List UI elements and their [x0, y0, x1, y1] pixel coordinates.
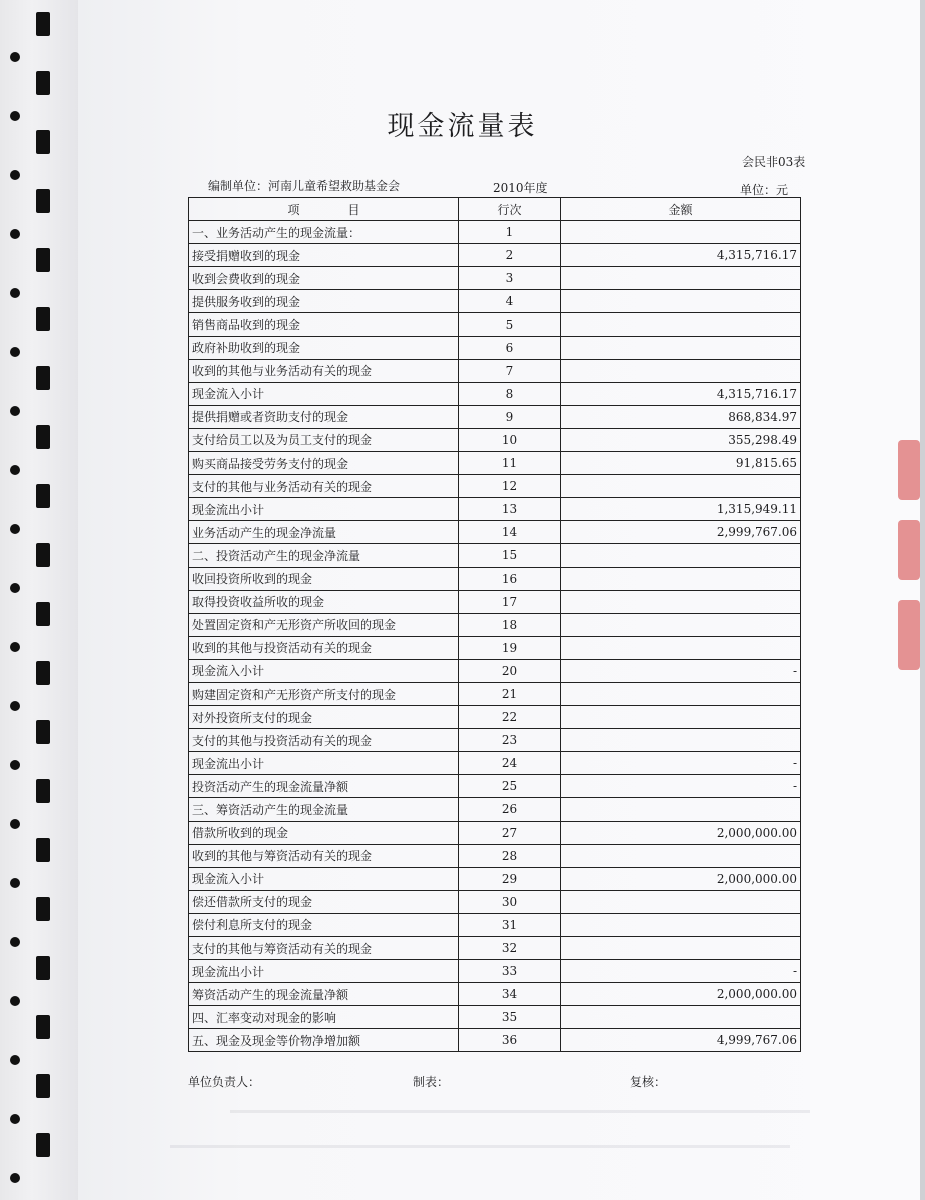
table-row: [189, 682, 801, 705]
amount-cell: [561, 636, 801, 659]
amount-cell: 355,298.49: [561, 428, 801, 451]
table-row: [189, 267, 801, 290]
amount-cell: 2,999,767.06: [561, 521, 801, 544]
binder-ring: [36, 602, 50, 626]
binder-hole: [10, 583, 20, 593]
item-cell: 政府补助收到的现金: [189, 336, 459, 359]
line-cell: 3: [459, 267, 561, 290]
item-cell: 购建固定资和产无形资产所支付的现金: [189, 682, 459, 705]
table-row: [189, 729, 801, 752]
item-cell: 销售商品收到的现金: [189, 313, 459, 336]
line-cell: 29: [459, 867, 561, 890]
amount-cell: 2,000,000.00: [561, 867, 801, 890]
line-cell: 9: [459, 405, 561, 428]
amount-cell: [561, 336, 801, 359]
amount-cell: [561, 798, 801, 821]
table-row: [189, 244, 801, 267]
table-header-row: [189, 198, 801, 221]
binder-ring: [36, 248, 50, 272]
item-cell: 借款所收到的现金: [189, 821, 459, 844]
item-cell: 现金流出小计: [189, 498, 459, 521]
table-row: [189, 382, 801, 405]
line-cell: 12: [459, 475, 561, 498]
line-cell: 15: [459, 544, 561, 567]
footer-preparer: 制表：: [413, 1075, 450, 1089]
column-header-item: 项 目: [189, 198, 459, 221]
table-row: [189, 290, 801, 313]
binder-ring: [36, 71, 50, 95]
item-cell: 购买商品接受劳务支付的现金: [189, 452, 459, 475]
amount-cell: [561, 359, 801, 382]
line-cell: 11: [459, 452, 561, 475]
table-row: [189, 475, 801, 498]
amount-cell: -: [561, 775, 801, 798]
binder-hole: [10, 288, 20, 298]
amount-cell: 4,315,716.17: [561, 244, 801, 267]
line-cell: 7: [459, 359, 561, 382]
table-row: [189, 405, 801, 428]
line-cell: 10: [459, 428, 561, 451]
amount-cell: 868,834.97: [561, 405, 801, 428]
binder-hole: [10, 1055, 20, 1065]
amount-cell: [561, 290, 801, 313]
binder-ring: [36, 1015, 50, 1039]
item-cell: 收回投资所收到的现金: [189, 567, 459, 590]
line-cell: 31: [459, 913, 561, 936]
binder-ring: [36, 543, 50, 567]
item-cell: 三、筹资活动产生的现金流量: [189, 798, 459, 821]
item-cell: 现金流入小计: [189, 867, 459, 890]
table-row: [189, 428, 801, 451]
amount-cell: [561, 913, 801, 936]
item-cell: 对外投资所支付的现金: [189, 706, 459, 729]
item-cell: 提供服务收到的现金: [189, 290, 459, 313]
red-stamp-fragment: [898, 440, 920, 500]
line-cell: 34: [459, 983, 561, 1006]
line-cell: 24: [459, 752, 561, 775]
line-cell: 32: [459, 937, 561, 960]
line-cell: 5: [459, 313, 561, 336]
line-cell: 13: [459, 498, 561, 521]
amount-cell: [561, 937, 801, 960]
item-cell: 现金流出小计: [189, 752, 459, 775]
binder-hole: [10, 347, 20, 357]
binder-hole: [10, 701, 20, 711]
table-row: [189, 913, 801, 936]
binder-ring: [36, 1133, 50, 1157]
binder-hole: [10, 996, 20, 1006]
table-row: [189, 221, 801, 244]
table-row: [189, 636, 801, 659]
unit-label: 单位：元: [740, 183, 789, 197]
amount-cell: [561, 682, 801, 705]
table-row: [189, 544, 801, 567]
table-row: [189, 336, 801, 359]
line-cell: 23: [459, 729, 561, 752]
table-row: [189, 567, 801, 590]
amount-cell: 1,315,949.11: [561, 498, 801, 521]
amount-cell: 2,000,000.00: [561, 983, 801, 1006]
table-row: [189, 359, 801, 382]
binder-hole: [10, 524, 20, 534]
table-row: [189, 452, 801, 475]
amount-cell: 4,999,767.06: [561, 1029, 801, 1052]
table-row: [189, 521, 801, 544]
binder-hole: [10, 1114, 20, 1124]
item-cell: 现金流入小计: [189, 659, 459, 682]
line-cell: 16: [459, 567, 561, 590]
line-cell: 4: [459, 290, 561, 313]
binder-hole: [10, 52, 20, 62]
item-cell: 现金流入小计: [189, 382, 459, 405]
red-stamp-fragment: [898, 600, 920, 670]
item-cell: 支付的其他与投资活动有关的现金: [189, 729, 459, 752]
table-row: [189, 498, 801, 521]
amount-cell: 91,815.65: [561, 452, 801, 475]
table-row: [189, 313, 801, 336]
line-cell: 8: [459, 382, 561, 405]
binder-hole: [10, 406, 20, 416]
table-row: [189, 983, 801, 1006]
table-row: [189, 659, 801, 682]
binder-ring: [36, 366, 50, 390]
binder-ring: [36, 956, 50, 980]
line-cell: 18: [459, 613, 561, 636]
line-cell: 27: [459, 821, 561, 844]
item-cell: 投资活动产生的现金流量净额: [189, 775, 459, 798]
line-cell: 30: [459, 890, 561, 913]
table-row: [189, 890, 801, 913]
table-row: [189, 706, 801, 729]
item-cell: 五、现金及现金等价物净增加额: [189, 1029, 459, 1052]
report-year: 2010年度: [493, 181, 548, 195]
line-cell: 25: [459, 775, 561, 798]
binder-ring: [36, 484, 50, 508]
table-row: [189, 798, 801, 821]
line-cell: 20: [459, 659, 561, 682]
binder-hole: [10, 819, 20, 829]
item-cell: 收到的其他与业务活动有关的现金: [189, 359, 459, 382]
item-cell: 筹资活动产生的现金流量净额: [189, 983, 459, 1006]
amount-cell: [561, 729, 801, 752]
binder-ring: [36, 12, 50, 36]
line-cell: 17: [459, 590, 561, 613]
form-code: 会民非03表: [742, 155, 806, 169]
item-cell: 收到的其他与投资活动有关的现金: [189, 636, 459, 659]
line-cell: 22: [459, 706, 561, 729]
item-cell: 处置固定资和产无形资产所收回的现金: [189, 613, 459, 636]
table-row: [189, 613, 801, 636]
item-cell: 收到的其他与筹资活动有关的现金: [189, 844, 459, 867]
amount-cell: [561, 844, 801, 867]
item-cell: 支付给员工以及为员工支付的现金: [189, 428, 459, 451]
binder-hole: [10, 642, 20, 652]
line-cell: 14: [459, 521, 561, 544]
item-cell: 取得投资收益所收的现金: [189, 590, 459, 613]
table-row: [189, 752, 801, 775]
line-cell: 21: [459, 682, 561, 705]
item-cell: 收到会费收到的现金: [189, 267, 459, 290]
amount-cell: -: [561, 659, 801, 682]
line-cell: 36: [459, 1029, 561, 1052]
item-cell: 偿付利息所支付的现金: [189, 913, 459, 936]
amount-cell: [561, 313, 801, 336]
item-cell: 一、业务活动产生的现金流量：: [189, 221, 459, 244]
table-row: [189, 937, 801, 960]
binder-ring: [36, 838, 50, 862]
binder-ring: [36, 1074, 50, 1098]
item-cell: 接受捐赠收到的现金: [189, 244, 459, 267]
table-row: [189, 1029, 801, 1052]
item-cell: 支付的其他与业务活动有关的现金: [189, 475, 459, 498]
amount-cell: [561, 890, 801, 913]
binder-hole: [10, 170, 20, 180]
item-cell: 偿还借款所支付的现金: [189, 890, 459, 913]
binder-edge: [0, 0, 80, 1200]
item-cell: 支付的其他与筹资活动有关的现金: [189, 937, 459, 960]
line-cell: 35: [459, 1006, 561, 1029]
amount-cell: [561, 267, 801, 290]
binder-hole: [10, 760, 20, 770]
binder-hole: [10, 465, 20, 475]
amount-cell: [561, 706, 801, 729]
amount-cell: [561, 1006, 801, 1029]
footer-reviewer: 复核：: [630, 1075, 667, 1089]
line-cell: 28: [459, 844, 561, 867]
show-through-text: [170, 1145, 790, 1148]
binder-hole: [10, 1173, 20, 1183]
item-cell: 业务活动产生的现金净流量: [189, 521, 459, 544]
column-header-line: 行次: [459, 198, 561, 221]
line-cell: 1: [459, 221, 561, 244]
table-row: [189, 1006, 801, 1029]
line-cell: 2: [459, 244, 561, 267]
binder-ring: [36, 189, 50, 213]
amount-cell: 2,000,000.00: [561, 821, 801, 844]
amount-cell: [561, 475, 801, 498]
cash-flow-table: [188, 197, 801, 1052]
item-cell: 二、投资活动产生的现金净流量: [189, 544, 459, 567]
binder-hole: [10, 878, 20, 888]
binder-ring: [36, 307, 50, 331]
binder-ring: [36, 661, 50, 685]
table-row: [189, 775, 801, 798]
amount-cell: [561, 221, 801, 244]
table-row: [189, 844, 801, 867]
binder-ring: [36, 897, 50, 921]
item-cell: 现金流出小计: [189, 960, 459, 983]
line-cell: 19: [459, 636, 561, 659]
table-row: [189, 821, 801, 844]
amount-cell: -: [561, 752, 801, 775]
item-cell: 提供捐赠或者资助支付的现金: [189, 405, 459, 428]
document-title: 现金流量表: [387, 111, 538, 142]
amount-cell: 4,315,716.17: [561, 382, 801, 405]
column-header-amount: 金额: [561, 198, 801, 221]
line-cell: 33: [459, 960, 561, 983]
amount-cell: [561, 590, 801, 613]
binder-hole: [10, 229, 20, 239]
red-stamp-fragment: [898, 520, 920, 580]
binder-ring: [36, 779, 50, 803]
table-row: [189, 867, 801, 890]
binder-ring: [36, 425, 50, 449]
amount-cell: [561, 567, 801, 590]
amount-cell: [561, 613, 801, 636]
show-through-text: [230, 1110, 810, 1113]
line-cell: 6: [459, 336, 561, 359]
line-cell: 26: [459, 798, 561, 821]
prepared-by: 编制单位：河南儿童希望救助基金会: [208, 179, 401, 193]
amount-cell: -: [561, 960, 801, 983]
item-cell: 四、汇率变动对现金的影响: [189, 1006, 459, 1029]
table-row: [189, 590, 801, 613]
binder-hole: [10, 937, 20, 947]
amount-cell: [561, 544, 801, 567]
footer-head: 单位负责人：: [188, 1075, 261, 1089]
binder-ring: [36, 720, 50, 744]
table-row: [189, 960, 801, 983]
